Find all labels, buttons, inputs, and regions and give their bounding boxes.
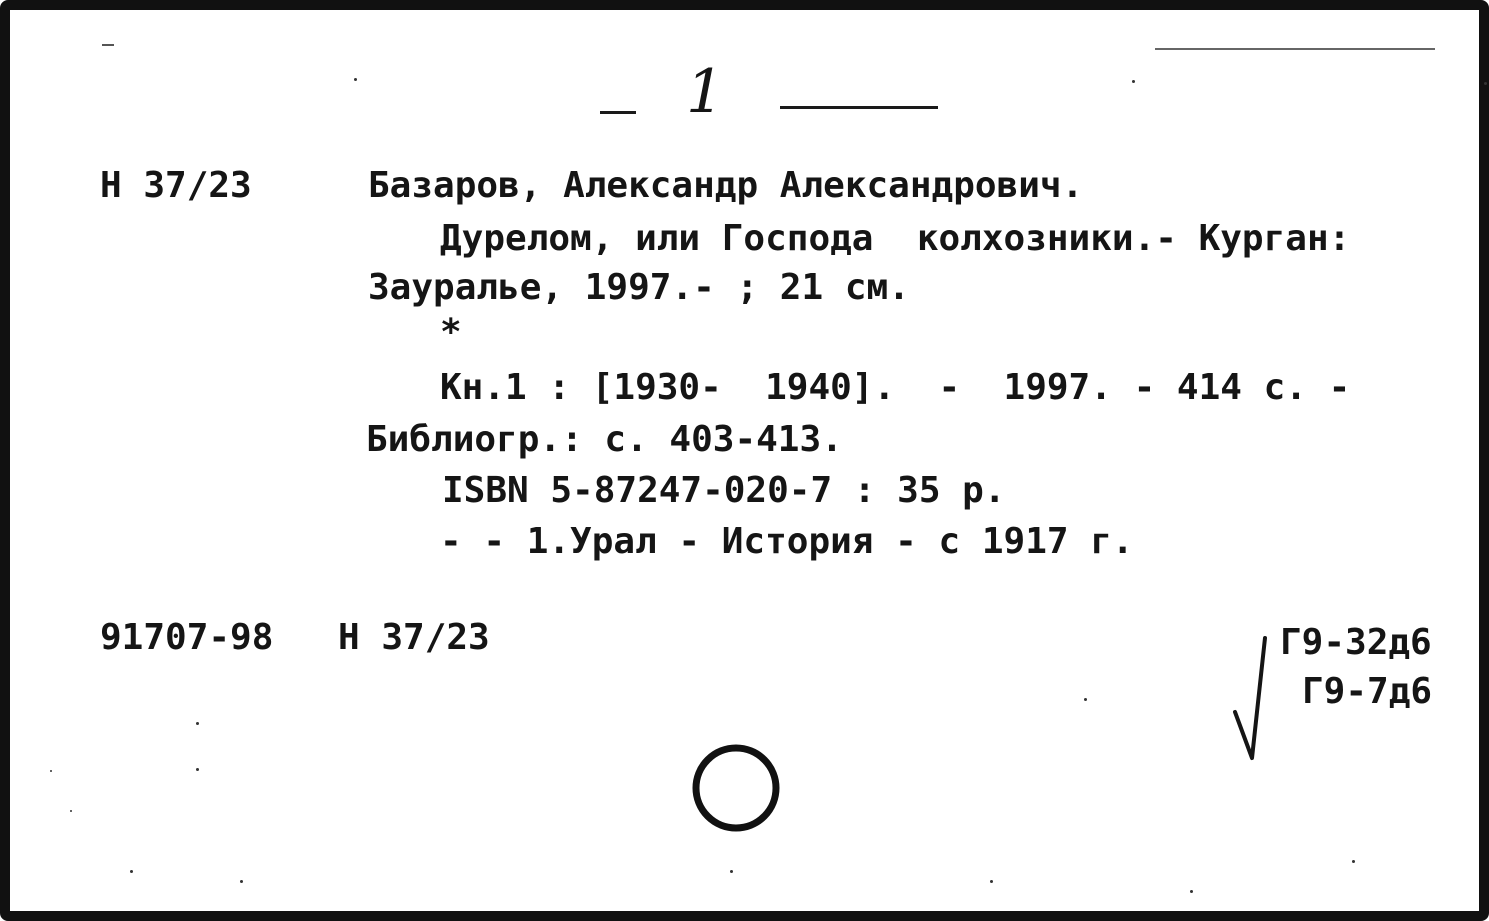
rod-hole-icon bbox=[682, 735, 792, 845]
scan-speck bbox=[240, 880, 243, 883]
accession-number: 91707-98 bbox=[100, 617, 274, 658]
scan-speck bbox=[1190, 890, 1193, 893]
call-number: Н 37/23 bbox=[100, 165, 252, 206]
scan-speck bbox=[196, 768, 199, 771]
scan-speck bbox=[130, 870, 133, 873]
scan-speck bbox=[70, 810, 72, 812]
subject-line: - - 1.Урал - История - с 1917 г. bbox=[440, 521, 1134, 562]
number-dash-left bbox=[600, 111, 636, 114]
author-heading: Базаров, Александр Александрович. bbox=[368, 165, 1084, 206]
scan-speck bbox=[354, 78, 357, 81]
scan-speck bbox=[990, 880, 993, 883]
scan-speck bbox=[50, 770, 52, 772]
scan-speck bbox=[1084, 698, 1087, 701]
volume-line-1: Кн.1 : [1930- 1940]. - 1997. - 414 с. - bbox=[440, 367, 1351, 408]
check-mark-icon bbox=[1225, 630, 1285, 770]
title-line-1: Дурелом, или Господа колхозники.- Курган: bbox=[440, 218, 1351, 259]
scan-speck bbox=[1132, 80, 1135, 83]
top-rule bbox=[1155, 48, 1435, 50]
classification-2: Г9-7д6 bbox=[1302, 671, 1433, 712]
asterisk: * bbox=[440, 312, 462, 353]
scan-speck bbox=[1484, 82, 1487, 85]
number-dash-right bbox=[780, 106, 938, 109]
volume-line-2: Библиогр.: с. 403-413. bbox=[366, 419, 843, 460]
footer-call-number: Н 37/23 bbox=[338, 617, 490, 658]
scan-speck bbox=[1352, 860, 1355, 863]
isbn-line: ISBN 5-87247-020-7 : 35 р. bbox=[442, 470, 1006, 511]
card-number: 1 bbox=[686, 57, 725, 127]
classification-1: Г9-32д6 bbox=[1280, 622, 1432, 663]
scan-mark bbox=[102, 44, 114, 46]
scan-speck bbox=[196, 722, 199, 725]
title-line-2: Зауралье, 1997.- ; 21 см. bbox=[368, 267, 910, 308]
scan-speck bbox=[730, 870, 733, 873]
